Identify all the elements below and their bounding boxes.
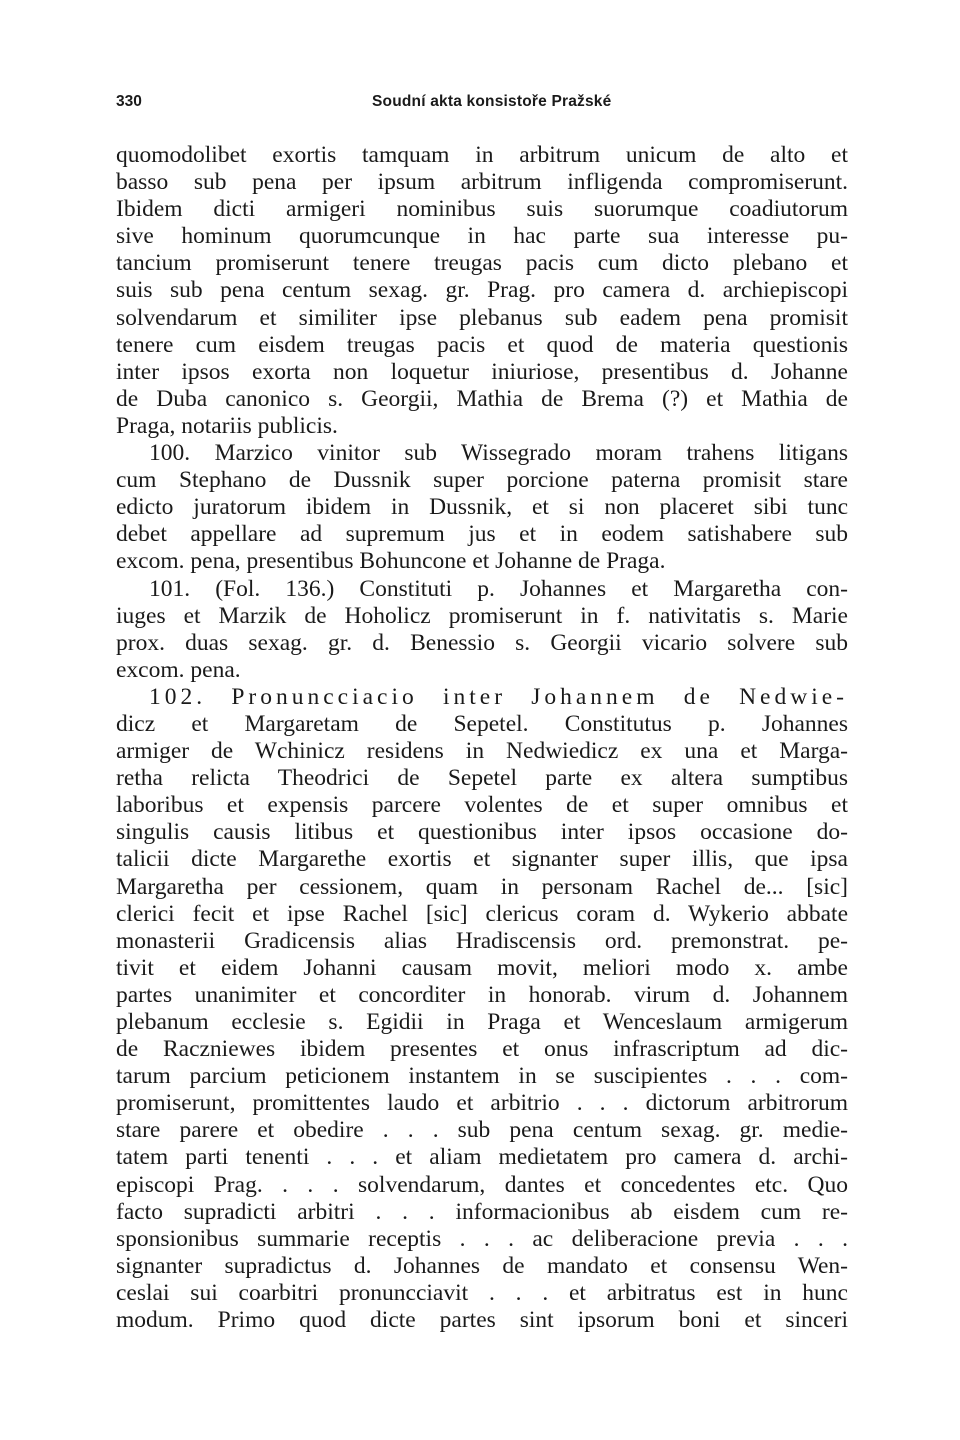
text-line: signanter supradictus d. Johannes de mandato et consensu Wen- xyxy=(116,1252,848,1279)
text-line: excom. pena. xyxy=(116,656,241,683)
text-line: tivit et eidem Johanni causam movit, meliori modo x. ambe xyxy=(116,954,848,981)
text-line: sponsionibus summarie receptis . . . ac deliberacione previa . . . xyxy=(116,1225,848,1252)
text-line: talicii dicte Margarethe exortis et signanter super illis, que ipsa xyxy=(116,846,848,873)
text-line: debet appellare ad supremum jus et in eodem satishabere sub xyxy=(116,521,848,548)
text-line: Margaretha per cessionem, quam in personam Rachel de... [sic] xyxy=(116,873,848,900)
text-line: ceslai sui coarbitri pronuncciavit . . . et arbitratus est in hunc xyxy=(116,1279,848,1306)
text-line: edicto juratorum ibidem in Dussnik, et si non placeret sibi tunc xyxy=(116,494,848,521)
text-line: de Duba canonico s. Georgii, Mathia de Brema (?) et Mathia de xyxy=(116,385,848,412)
text-line: retha relicta Theodrici de Sepetel parte ex altera sumptibus xyxy=(116,765,848,792)
text-line: tatem parti tenenti . . . et aliam medietatem pro camera d. archi- xyxy=(116,1144,848,1171)
text-line: clerici fecit et ipse Rachel [sic] clericus coram d. Wykerio abbate xyxy=(116,900,848,927)
entry-102-heading: 102. Pronuncciacio inter Johannem de Nedwie- xyxy=(149,683,848,710)
body-text xyxy=(116,142,848,1334)
text-line: iuges et Marzik de Hoholicz promiserunt in f. nativitatis s. Marie xyxy=(116,602,848,629)
text-line: de Raczniewes ibidem presentes et onus infrascriptum ad dic- xyxy=(116,1036,848,1063)
text-line: suis sub pena centum sexag. gr. Prag. pro camera d. archiepiscopi xyxy=(116,277,848,304)
text-line: plebanum ecclesie s. Egidii in Praga et Wenceslaum armigerum xyxy=(116,1009,848,1035)
text-line: cum Stephano de Dussnik super porcione paterna promisit stare xyxy=(116,467,848,494)
text-line: armiger de Wchinicz residens in Nedwiedicz ex una et Marga- xyxy=(116,738,848,765)
text-line: Ibidem dicti armigeri nominibus suis suorumque coadiutorum xyxy=(116,196,848,223)
text-line: dicz et Margaretam de Sepetel. Constitutus p. Johannes xyxy=(116,710,848,737)
text-line: quomodolibet exortis tamquam in arbitrum unicum de alto et xyxy=(116,142,848,168)
text-line: tarum parcium peticionem instantem in se suscipientes . . . com- xyxy=(116,1063,848,1090)
text-line: excom. pena, presentibus Bohuncone et Johanne de Praga. xyxy=(116,548,666,575)
running-title: Soudní akta konsistoře Pražské xyxy=(372,93,612,110)
text-line: tenere cum eisdem treugas pacis et quod de materia questionis xyxy=(116,331,848,358)
text-line: partes unanimiter et concorditer in honorab. virum d. Johannem xyxy=(116,981,848,1008)
text-line: laboribus et expensis parcere volentes de et super omnibus et xyxy=(116,792,848,819)
text-line: singulis causis litibus et questionibus inter ipsos occasione do- xyxy=(116,819,848,846)
text-line: episcopi Prag. . . . solvendarum, dantes et concedentes etc. Quo xyxy=(116,1171,848,1198)
text-line: monasterii Gradicensis alias Hradiscensis ord. premonstrat. pe- xyxy=(116,927,848,954)
text-line: sive hominum quorumcunque in hac parte sua interesse pu- xyxy=(116,223,848,250)
text-line: basso sub pena per ipsum arbitrum infligenda compromiserunt. xyxy=(116,169,848,196)
text-line: tancium promiserunt tenere treugas pacis cum dicto plebano et xyxy=(116,250,848,277)
running-head xyxy=(116,93,848,115)
text-line: prox. duas sexag. gr. d. Benessio s. Georgii vicario solvere sub xyxy=(116,629,848,656)
entry-100-start: 100. Marzico vinitor sub Wissegrado moram trahens litigans xyxy=(149,440,848,467)
text-line: modum. Primo quod dicte partes sint ipsorum boni et sinceri xyxy=(116,1307,848,1334)
text-line: stare parere et obedire . . . sub pena centum sexag. gr. medie- xyxy=(116,1117,848,1144)
text-line: solvendarum et similiter ipse plebanus sub eadem pena promisit xyxy=(116,304,848,331)
entry-101-start: 101. (Fol. 136.) Constituti p. Johannes et Margaretha con- xyxy=(149,575,848,602)
page-number: 330 xyxy=(116,93,142,110)
text-line: facto supradicti arbitri . . . informacionibus ab eisdem cum re- xyxy=(116,1198,848,1225)
text-line: promiserunt, promittentes laudo et arbitrio . . . dictorum arbitrorum xyxy=(116,1090,848,1117)
text-line: Praga, notariis publicis. xyxy=(116,412,338,439)
text-line: inter ipsos exorta non loquetur iniuriose, presentibus d. Johanne xyxy=(116,358,848,385)
